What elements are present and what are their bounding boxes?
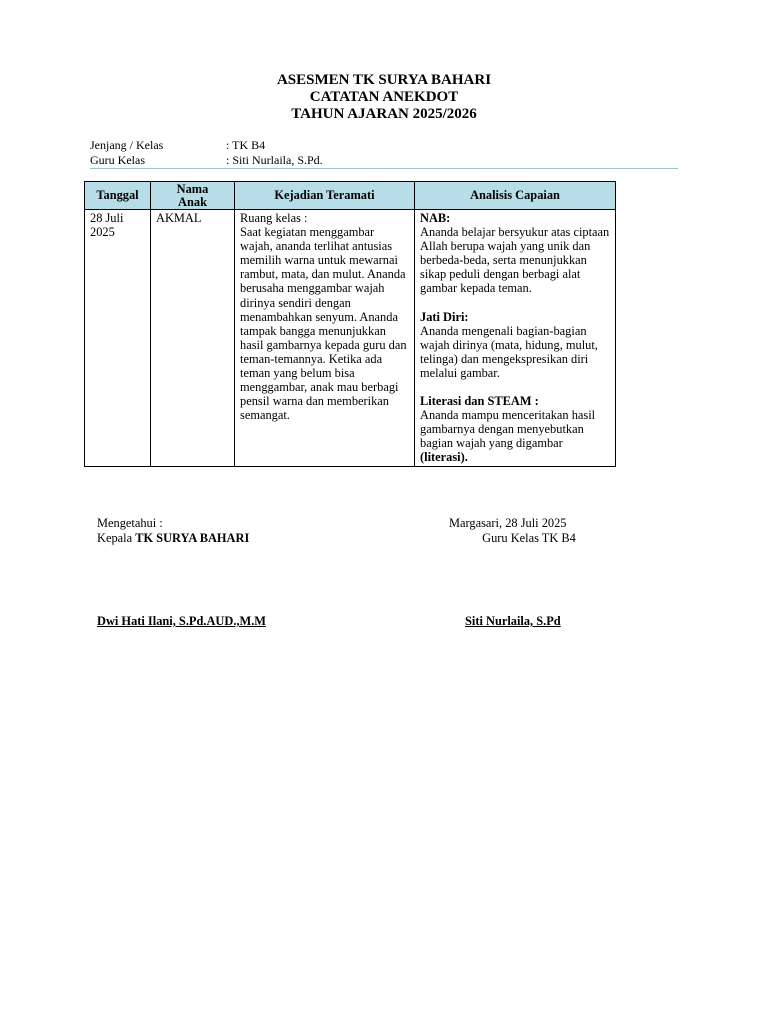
signature-left-block — [97, 516, 249, 546]
title-line-2: CATATAN ANEKDOT — [309, 89, 459, 105]
analysis-heading-nab: NAB: — [420, 211, 451, 225]
class-value: : TK B4 — [226, 138, 266, 152]
analysis-heading-literasi: Literasi dan STEAM : — [420, 394, 539, 409]
event-title: Ruang kelas : — [240, 211, 308, 225]
analysis-text-literasi-bold: (literasi). — [420, 450, 468, 465]
acknowledged-label: Mengetahui : — [97, 516, 163, 530]
table-row — [85, 210, 616, 467]
info-block — [90, 138, 323, 168]
analysis-text-literasi-main: Ananda mampu menceritakan hasil gambarnya dengan menyebutkan bagian wajah yang digambar — [420, 408, 596, 451]
info-row-class — [90, 138, 323, 153]
principal-title — [97, 531, 249, 546]
analysis-heading-jati-diri: Jati Diri: — [420, 309, 469, 324]
document-title — [0, 72, 768, 123]
cell-name: AKMAL — [151, 210, 235, 467]
title-line-1: ASESMEN TK SURYA BAHARI — [276, 72, 492, 88]
cell-event — [235, 210, 415, 467]
info-row-teacher — [90, 153, 323, 168]
analysis-text-nab: Ananda belajar bersyukur atas ciptaan Allah berupa wajah yang unik dan berbeda-beda, serta menunjukkan sikap peduli dengan berbagi alat gambar kepada teman. — [420, 225, 610, 296]
analysis-text-jati-diri: Ananda mengenali bagian-bagian wajah dirinya (mata, hidung, mulut, telinga) dan mengekspresikan diri melalui gambar. — [420, 323, 598, 380]
principal-title-prefix: Kepala — [97, 531, 136, 545]
header-analysis: Analisis Capaian — [415, 182, 616, 210]
analysis-gap — [420, 380, 610, 394]
anecdote-table — [84, 181, 616, 467]
class-label: Jenjang / Kelas — [90, 138, 164, 152]
header-name: Nama Anak — [151, 182, 235, 210]
title-line-3: TAHUN AJARAN 2025/2026 — [291, 106, 477, 122]
cell-date: 28 Juli 2025 — [85, 210, 151, 467]
table-header-row — [85, 182, 616, 210]
teacher-value: : Siti Nurlaila, S.Pd. — [226, 153, 323, 167]
teacher-label: Guru Kelas — [90, 153, 145, 167]
principal-title-school: TK SURYA BAHARI — [135, 531, 250, 545]
signature-right-block — [449, 516, 609, 546]
principal-name: Dwi Hati Ilani, S.Pd.AUD.,M.M — [97, 614, 266, 628]
cell-analysis — [415, 210, 616, 467]
divider-line — [90, 168, 678, 169]
header-date: Tanggal — [85, 182, 151, 210]
teacher-title: Guru Kelas TK B4 — [482, 531, 576, 545]
analysis-text-literasi — [420, 408, 610, 464]
teacher-name: Siti Nurlaila, S.Pd — [465, 614, 561, 628]
place-date: Margasari, 28 Juli 2025 — [449, 516, 567, 530]
event-text: Saat kegiatan menggambar wajah, ananda terlihat antusias memilih warna untuk mewarnai rambut, mata, dan mulut. Ananda berusaha menggambar wajah dirinya sendiri dengan menambahkan senyum. Ananda tampak bangga menunjukkan hasil gambarnya kepada guru dan teman-temannya. Ketika ada teman yang belum bisa menggambar, anak mau berbagi pensil warna dan memberikan semangat. — [240, 225, 407, 423]
analysis-gap — [420, 296, 610, 310]
header-event: Kejadian Teramati — [235, 182, 415, 210]
